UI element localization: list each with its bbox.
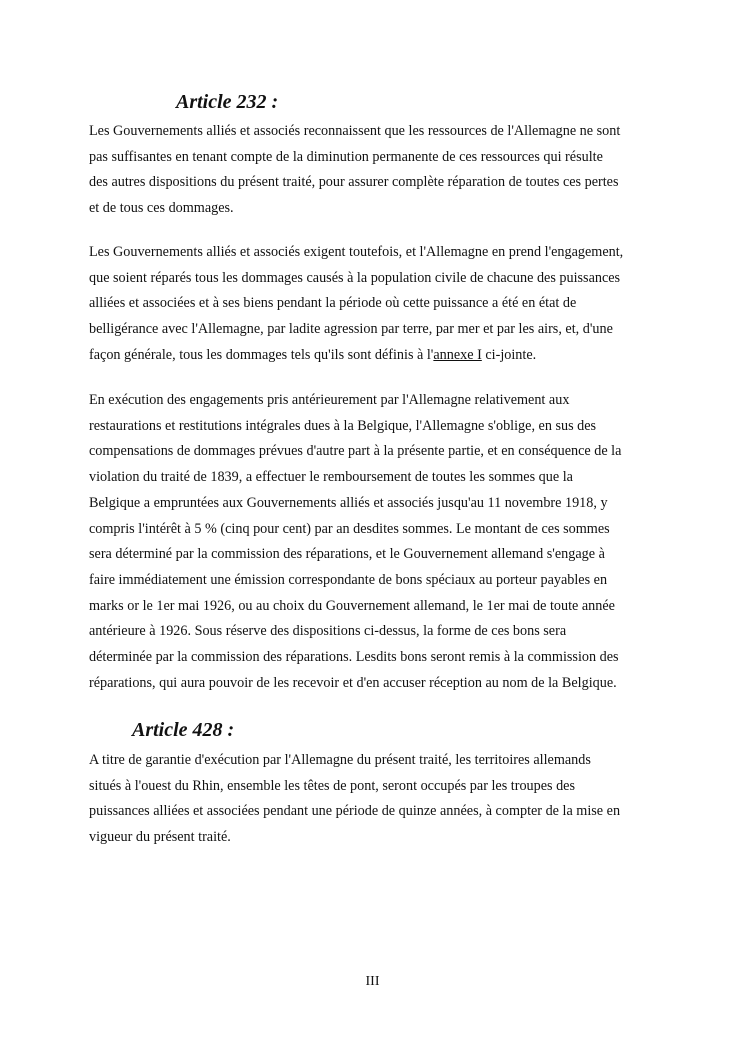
text-fragment: ci-jointe. (481, 346, 537, 363)
text-line: A titre de garantie d'exécution par l'Allemagne du présent traité, les territoires allemands (89, 752, 591, 768)
article-428-heading: Article 428 : (132, 719, 235, 741)
annexe-link[interactable]: annexe I (433, 346, 482, 363)
text-line: marks or le 1er mai 1926, ou au choix du Gouvernement allemand, le 1er mai de toute année (89, 597, 615, 614)
text-line: belligérance avec l'Allemagne, par ladite agression par terre, par mer et par les airs, et, d'une (89, 321, 613, 338)
article-232-paragraph-2 (89, 240, 664, 369)
text-line: puissances alliées et associées pendant une période de quinze années, à compter de la mise en (89, 803, 621, 820)
text-line: vigueur du présent traité. (89, 829, 231, 846)
article-232-paragraph-3 (89, 388, 664, 696)
text-line: réparations, qui aura pouvoir de les recevoir et d'en accuser réception au nom de la Belgique. (89, 674, 617, 691)
text-line: restaurations et restitutions intégrales dues à la Belgique, l'Allemagne s'oblige, en sus des (89, 417, 597, 434)
article-232-paragraph-1 (89, 119, 664, 222)
article-428-paragraph-1 (89, 748, 664, 851)
page-number: III (365, 974, 380, 989)
text-line: antérieure à 1926. Sous réserve des dispositions ci-dessus, la forme de ces bons sera (89, 623, 567, 640)
text-line: sera déterminé par la commission des réparations, et le Gouvernement allemand s'engage à (89, 546, 605, 563)
text-line: faire immédiatement une émission correspondante de bons spéciaux au porteur payables en (89, 571, 608, 588)
article-232-heading: Article 232 : (176, 91, 279, 113)
text-line: pas suffisantes en tenant compte de la diminution permanente de ces ressources qui résulte (89, 148, 603, 165)
text-line: Les Gouvernements alliés et associés reconnaissent que les ressources de l'Allemagne ne sont (89, 123, 621, 139)
text-line: Belgique a empruntées aux Gouvernements alliés et associés jusqu'au 11 novembre 1918, y (89, 494, 608, 511)
text-line: alliées et associées et à ses biens pendant la période où cette puissance a été en état de (89, 295, 577, 312)
text-fragment: façon générale, tous les dommages tels qu'ils sont définis à l' (89, 346, 434, 363)
text-line: situés à l'ouest du Rhin, ensemble les têtes de pont, seront occupés par les troupes des (89, 777, 576, 794)
text-line (89, 343, 664, 369)
text-line: En exécution des engagements pris antérieurement par l'Allemagne relativement aux (89, 392, 570, 408)
text-line: déterminée par la commission des réparations. Lesdits bons seront remis à la commission des (89, 649, 619, 666)
text-line: compensations de dommages prévues d'autre part à la présente partie, et en conséquence de la (89, 443, 622, 460)
text-line: compris l'intérêt à 5 % (cinq pour cent) par an desdites sommes. Le montant de ces sommes (89, 520, 610, 537)
text-line: que soient réparés tous les dommages causés à la population civile de chacune des puissances (89, 269, 621, 286)
text-line: des autres dispositions du présent traité, pour assurer complète réparation de toutes ces pertes (89, 174, 619, 191)
text-line: Les Gouvernements alliés et associés exigent toutefois, et l'Allemagne en prend l'engagement, (89, 244, 624, 260)
text-line: violation du traité de 1839, a effectuer le remboursement de toutes les sommes que la (89, 469, 573, 486)
text-line: et de tous ces dommages. (89, 200, 234, 217)
